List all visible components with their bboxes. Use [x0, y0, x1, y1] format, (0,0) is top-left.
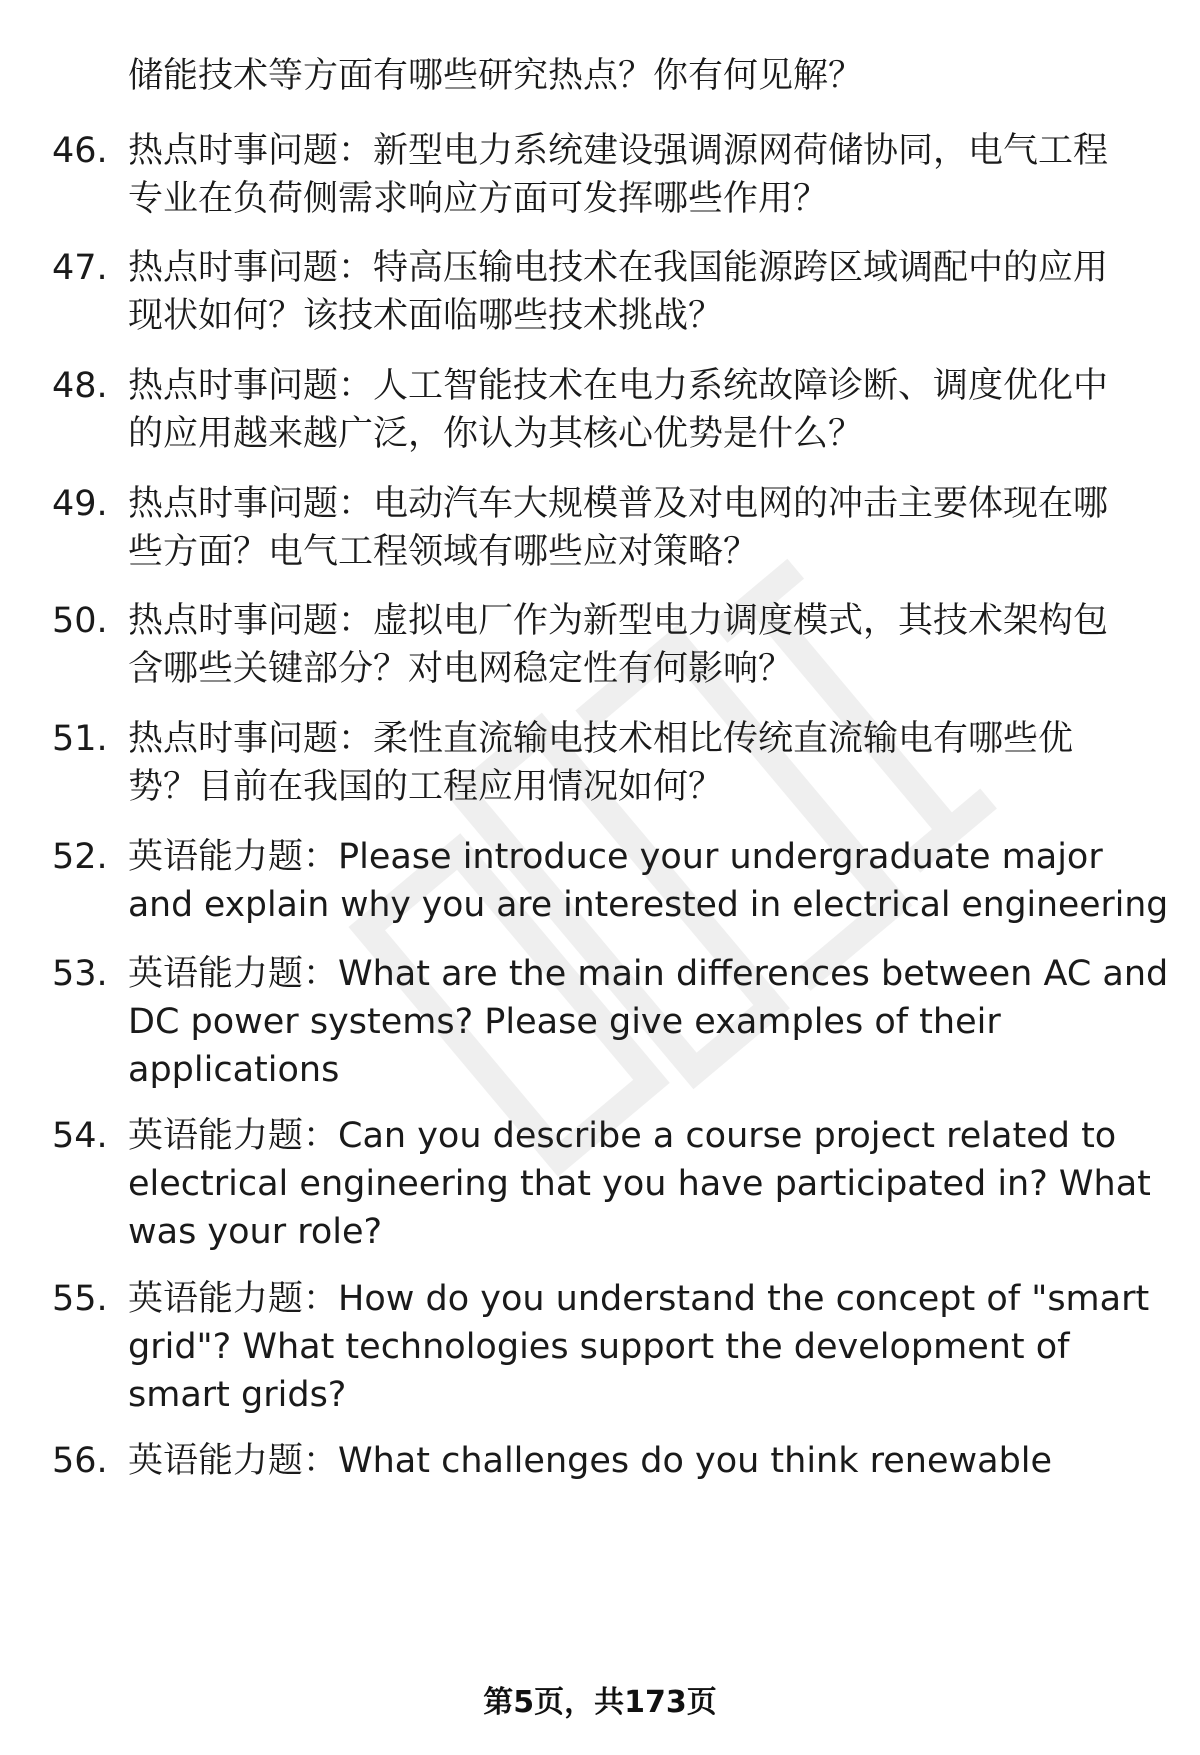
question-text: [128, 127, 1168, 223]
page-number: 第5页，共173页: [483, 1685, 717, 1720]
question-text-line: 英语能力题：What are the main differences between AC and: [128, 954, 1169, 994]
question-number: 48.: [52, 366, 108, 406]
question-text: [128, 1437, 1168, 1485]
question-number: 50.: [52, 601, 108, 641]
question-number: 52.: [52, 837, 108, 877]
question-text-line: was your role?: [128, 1212, 383, 1252]
question-text-line: 英语能力题：What challenges do you think renewable: [128, 1441, 1053, 1481]
question-text: [128, 950, 1168, 1094]
question-text-line: smart grids?: [128, 1375, 347, 1415]
question-text: [128, 1112, 1168, 1256]
question-text-line: 储能技术等方面有哪些研究热点？你有何见解？: [128, 56, 864, 96]
question-text-line: 势？目前在我国的工程应用情况如何？: [128, 767, 724, 807]
question-text-line: 热点时事问题：电动汽车大规模普及对电网的冲击主要体现在哪: [128, 484, 1109, 524]
question-text-line: 热点时事问题：特高压输电技术在我国能源跨区域调配中的应用: [128, 248, 1109, 288]
question-text-line: 热点时事问题：新型电力系统建设强调源网荷储协同，电气工程: [128, 131, 1109, 171]
question-text-line: 现状如何？该技术面临哪些技术挑战？: [128, 296, 724, 336]
question-number: 56.: [52, 1441, 108, 1481]
question-text-line: grid"? What technologies support the development of: [128, 1327, 1070, 1367]
question-text-line: 含哪些关键部分？对电网稳定性有何影响？: [128, 649, 794, 689]
question-text: [128, 52, 1168, 100]
question-text: [128, 244, 1168, 340]
question-text-line: and explain why you are interested in electrical engineering: [128, 885, 1169, 925]
question-text-line: DC power systems? Please give examples of their: [128, 1002, 1001, 1042]
question-text-line: 热点时事问题：虚拟电厂作为新型电力调度模式，其技术架构包: [128, 601, 1109, 641]
question-text: [128, 833, 1168, 929]
question-text: [128, 1275, 1168, 1419]
question-number: 51.: [52, 719, 108, 759]
question-number: 49.: [52, 484, 108, 524]
question-text-line: electrical engineering that you have participated in? What: [128, 1164, 1151, 1204]
question-number: 55.: [52, 1279, 108, 1319]
question-text: [128, 480, 1168, 576]
question-text: [128, 362, 1168, 458]
question-number: 53.: [52, 954, 108, 994]
question-text-line: 英语能力题：Can you describe a course project related to: [128, 1116, 1117, 1156]
question-text-line: 英语能力题：Please introduce your undergraduate major: [128, 837, 1103, 877]
question-text-line: 些方面？电气工程领域有哪些应对策略？: [128, 532, 759, 572]
question-text-line: applications: [128, 1050, 340, 1090]
question-text-line: 热点时事问题：人工智能技术在电力系统故障诊断、调度优化中: [128, 366, 1109, 406]
question-number: 46.: [52, 131, 108, 171]
question-text: [128, 597, 1168, 693]
question-text-line: 专业在负荷侧需求响应方面可发挥哪些作用？: [128, 179, 829, 219]
question-number: 47.: [52, 248, 108, 288]
question-number: 54.: [52, 1116, 108, 1156]
question-text-line: 热点时事问题：柔性直流输电技术相比传统直流输电有哪些优: [128, 719, 1074, 759]
question-text-line: 英语能力题：How do you understand the concept of "smart: [128, 1279, 1150, 1319]
question-text: [128, 715, 1168, 811]
question-text-line: 的应用越来越广泛，你认为其核心优势是什么？: [128, 414, 864, 454]
